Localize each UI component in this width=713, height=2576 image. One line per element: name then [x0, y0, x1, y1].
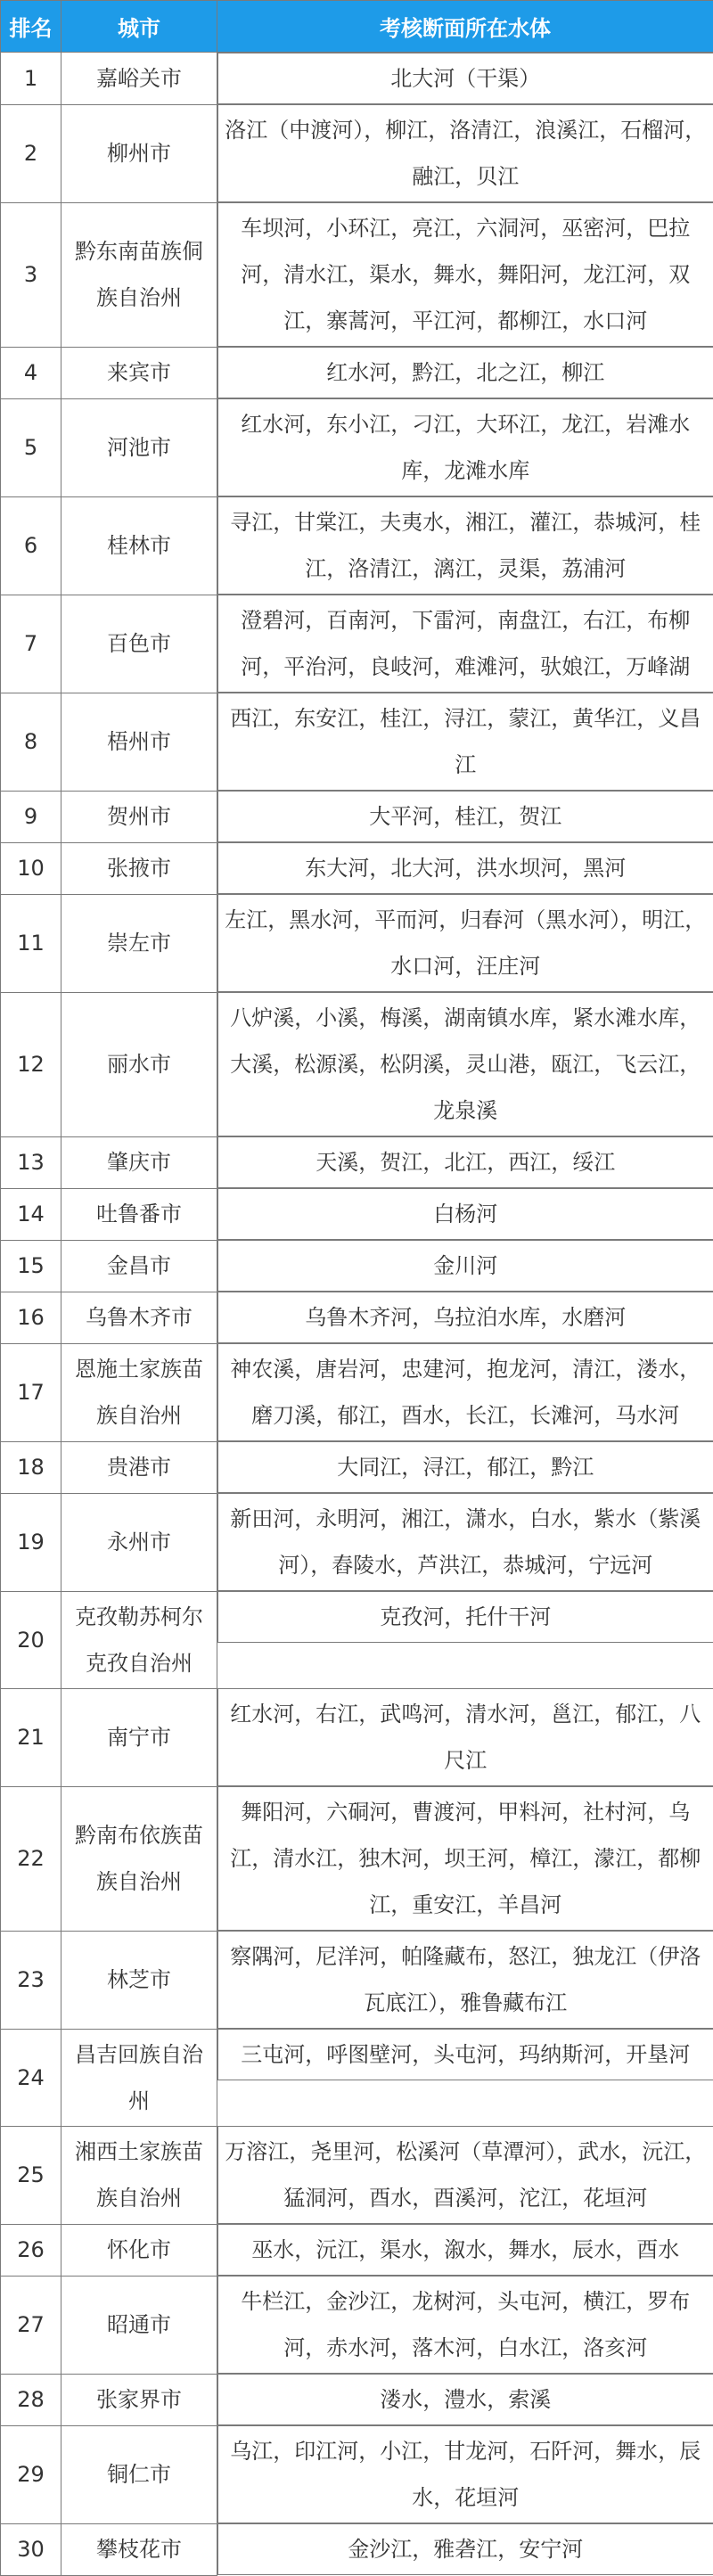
city-cell: 湘西土家族苗族自治州	[61, 2126, 217, 2224]
table-row	[1, 1931, 713, 2029]
city-cell: 昭通市	[61, 2276, 217, 2374]
water-cell: 洛江（中渡河），柳江，洛清江，浪溪江，石榴河，融江，贝江	[217, 104, 713, 202]
header-city: 城市	[61, 1, 217, 53]
table-row	[1, 202, 713, 347]
city-cell: 怀化市	[61, 2224, 217, 2276]
rank-cell: 9	[1, 791, 61, 842]
rank-cell: 19	[1, 1493, 61, 1591]
city-cell: 恩施土家族苗族自治州	[61, 1343, 217, 1441]
water-cell: 大平河，桂江，贺江	[217, 791, 713, 842]
rank-cell: 6	[1, 496, 61, 595]
table-row	[1, 1688, 713, 1786]
water-cell: 红水河，东小江，刁江，大环江，龙江，岩滩水库，龙滩水库	[217, 398, 713, 496]
table-row	[1, 1292, 713, 1343]
rank-cell: 2	[1, 104, 61, 202]
city-cell: 嘉峪关市	[61, 53, 217, 105]
water-cell: 神农溪，唐岩河，忠建河，抱龙河，清江，溇水，磨刀溪，郁江，酉水，长江，长滩河，马水河	[217, 1343, 713, 1441]
water-cell: 乌江，印江河，小江，甘龙河，石阡河，舞水，辰水，花垣河	[217, 2425, 713, 2523]
water-cell: 金川河	[217, 1240, 713, 1292]
city-cell: 柳州市	[61, 104, 217, 202]
table-row	[1, 2374, 713, 2425]
city-cell: 来宾市	[61, 347, 217, 398]
rank-cell: 20	[1, 1591, 61, 1688]
city-cell: 贺州市	[61, 791, 217, 842]
table-row	[1, 791, 713, 842]
city-cell: 乌鲁木齐市	[61, 1292, 217, 1343]
water-cell: 舞阳河，六硐河，曹渡河，甲料河，社村河，乌江，清水江，独木河，坝王河，樟江，濛江，都柳江，重安江，羊昌河	[217, 1786, 713, 1931]
table-row	[1, 992, 713, 1136]
water-cell: 八炉溪，小溪，梅溪，湖南镇水库，紧水滩水库，大溪，松源溪，松阴溪，灵山港，瓯江，飞云江，龙泉溪	[217, 992, 713, 1136]
city-cell: 河池市	[61, 398, 217, 496]
water-cell: 红水河，黔江，北之江，柳江	[217, 347, 713, 398]
city-cell: 黔南布依族苗族自治州	[61, 1786, 217, 1931]
rank-cell: 4	[1, 347, 61, 398]
water-cell: 左江，黑水河，平而河，归春河（黑水河），明江，水口河，汪庄河	[217, 894, 713, 992]
table-row	[1, 595, 713, 693]
table-row	[1, 1493, 713, 1591]
water-cell: 寻江，甘棠江，夫夷水，湘江，灌江，恭城河，桂江，洛清江，漓江，灵渠，荔浦河	[217, 496, 713, 595]
city-cell: 南宁市	[61, 1688, 217, 1786]
rank-cell: 29	[1, 2425, 61, 2523]
city-cell: 永州市	[61, 1493, 217, 1591]
city-cell: 金昌市	[61, 1240, 217, 1292]
table-row	[1, 2425, 713, 2523]
table-row	[1, 347, 713, 398]
rank-cell: 1	[1, 53, 61, 105]
rank-cell: 16	[1, 1292, 61, 1343]
table-row	[1, 693, 713, 791]
city-cell: 丽水市	[61, 992, 217, 1136]
city-cell: 黔东南苗族侗族自治州	[61, 202, 217, 347]
water-cell: 红水河，右江，武鸣河，清水河，邕江，郁江，八尺江	[217, 1688, 713, 1786]
header-row	[1, 1, 713, 53]
water-cell: 万溶江，尧里河，松溪河（草潭河），武水，沅江，猛洞河，酉水，酉溪河，沱江，花垣河	[217, 2126, 713, 2224]
table-row	[1, 1441, 713, 1493]
rank-cell: 15	[1, 1240, 61, 1292]
table-row	[1, 2523, 713, 2575]
table-row	[1, 1188, 713, 1240]
water-cell: 克孜河，托什干河	[217, 1591, 713, 1643]
rank-cell: 14	[1, 1188, 61, 1240]
water-cell: 新田河，永明河，湘江，潇水，白水，紫水（紫溪河），舂陵水，芦洪江，恭城河，宁远河	[217, 1493, 713, 1591]
table-row	[1, 1240, 713, 1292]
water-cell: 北大河（干渠）	[217, 53, 713, 104]
water-cell: 察隅河，尼洋河，帕隆藏布，怒江，独龙江（伊洛瓦底江），雅鲁藏布江	[217, 1931, 713, 2029]
water-cell: 巫水，沅江，渠水，溆水，舞水，辰水，酉水	[217, 2224, 713, 2276]
city-cell: 桂林市	[61, 496, 217, 595]
water-cell: 车坝河，小环江，亮江，六洞河，巫密河，巴拉河，清水江，渠水，舞水，舞阳河，龙江河，双江，寨蒿河，平江河，都柳江，水口河	[217, 202, 713, 347]
rank-cell: 11	[1, 894, 61, 992]
table-row	[1, 842, 713, 894]
rank-cell: 5	[1, 398, 61, 496]
table-row	[1, 1786, 713, 1931]
city-cell: 攀枝花市	[61, 2523, 217, 2575]
water-cell: 澄碧河，百南河，下雷河，南盘江，右江，布柳河，平治河，良岐河，难滩河，驮娘江，万峰湖	[217, 595, 713, 693]
city-cell: 吐鲁番市	[61, 1188, 217, 1240]
rank-cell: 27	[1, 2276, 61, 2374]
rank-cell: 18	[1, 1441, 61, 1493]
city-cell: 百色市	[61, 595, 217, 693]
table-row	[1, 1343, 713, 1441]
table-row	[1, 53, 713, 105]
city-cell: 昌吉回族自治州	[61, 2029, 217, 2126]
water-cell: 乌鲁木齐河，乌拉泊水库，水磨河	[217, 1292, 713, 1343]
table-row	[1, 1591, 713, 1688]
rank-cell: 26	[1, 2224, 61, 2276]
rank-cell: 23	[1, 1931, 61, 2029]
water-cell: 白杨河	[217, 1188, 713, 1240]
rank-cell: 24	[1, 2029, 61, 2126]
table-body	[1, 53, 713, 2576]
rank-cell: 17	[1, 1343, 61, 1441]
city-cell: 张掖市	[61, 842, 217, 894]
city-cell: 克孜勒苏柯尔克孜自治州	[61, 1591, 217, 1688]
table-row	[1, 496, 713, 595]
city-cell: 林芝市	[61, 1931, 217, 2029]
table-row	[1, 2276, 713, 2374]
rank-cell: 22	[1, 1786, 61, 1931]
rank-cell: 28	[1, 2374, 61, 2425]
table-header	[1, 1, 713, 53]
water-cell: 三屯河，呼图壁河，头屯河，玛纳斯河，开垦河	[217, 2029, 713, 2080]
table-row	[1, 894, 713, 992]
table-row	[1, 398, 713, 496]
city-cell: 肇庆市	[61, 1136, 217, 1188]
city-cell: 铜仁市	[61, 2425, 217, 2523]
water-cell: 西江，东安江，桂江，浔江，蒙江，黄华江，义昌江	[217, 693, 713, 791]
water-cell: 大同江，浔江，郁江，黔江	[217, 1441, 713, 1493]
city-cell: 贵港市	[61, 1441, 217, 1493]
header-water: 考核断面所在水体	[217, 1, 713, 53]
rank-cell: 30	[1, 2523, 61, 2575]
city-cell: 张家界市	[61, 2374, 217, 2425]
table-row	[1, 104, 713, 202]
city-cell: 梧州市	[61, 693, 217, 791]
city-cell: 崇左市	[61, 894, 217, 992]
table-row	[1, 2126, 713, 2224]
water-cell: 牛栏江，金沙江，龙树河，头屯河，横江，罗布河，赤水河，落木河，白水江，洛亥河	[217, 2276, 713, 2374]
rank-cell: 7	[1, 595, 61, 693]
water-cell: 金沙江，雅砻江，安宁河	[217, 2523, 713, 2575]
rank-cell: 21	[1, 1688, 61, 1786]
water-cell: 天溪，贺江，北江，西江，绥江	[217, 1136, 713, 1188]
header-rank: 排名	[1, 1, 61, 53]
rank-cell: 13	[1, 1136, 61, 1188]
table-row	[1, 2224, 713, 2276]
water-cell: 东大河，北大河，洪水坝河，黑河	[217, 842, 713, 894]
water-cell: 溇水，澧水，索溪	[217, 2374, 713, 2425]
rank-cell: 8	[1, 693, 61, 791]
table-row	[1, 2029, 713, 2126]
rank-cell: 10	[1, 842, 61, 894]
rank-cell: 25	[1, 2126, 61, 2224]
rank-cell: 12	[1, 992, 61, 1136]
table-row	[1, 1136, 713, 1188]
rank-cell: 3	[1, 202, 61, 347]
